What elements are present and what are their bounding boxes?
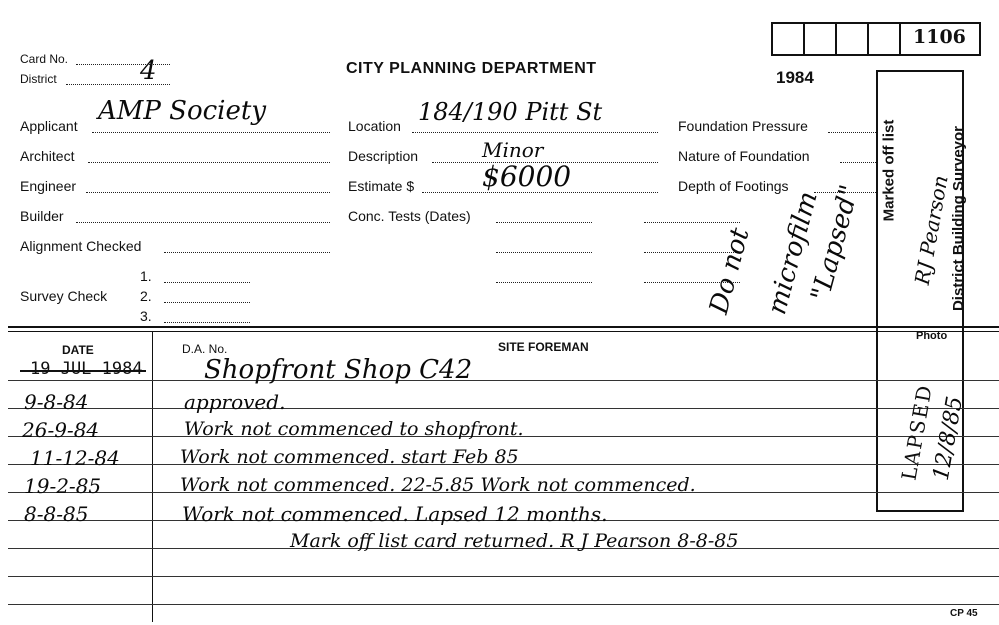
entry-2-date: 9-8-84 [24,390,89,414]
estimate-label: Estimate $ [348,178,415,194]
description-value: Minor [482,138,544,162]
card-number: 1106 [913,26,966,48]
entry-6-text: Work not commenced. Lapsed 12 months. [182,502,608,526]
applicant-label: Applicant [20,118,78,134]
side-note-line2: microfilm [762,188,824,318]
survey-check-label: Survey Check [20,288,108,304]
entry-1-strike [20,370,146,372]
table-top-border2 [8,331,999,332]
side-note-line3: "Lapsed" [805,181,866,305]
table-top-border [8,326,999,328]
applicant-value: AMP Society [98,96,267,126]
stamp-line1: Marked off list [880,119,898,222]
entry-4-text: Work not commenced. start Feb 85 [180,446,519,468]
card-no-label: Card No. [20,52,69,66]
form-code: CP 45 [950,608,978,619]
district-label: District [20,72,57,86]
architect-label: Architect [20,148,75,164]
nature-foundation-label: Nature of Foundation [678,148,810,164]
entry-1-date: 19 JUL 1984 [30,359,143,379]
entry-5-text: Work not commenced. 22-5.85 Work not commenced. [180,474,696,496]
engineer-label: Engineer [20,178,77,194]
location-label: Location [348,118,401,134]
side-note-line1: Do not [703,224,756,318]
district-value: 4 [140,56,157,86]
year: 1984 [776,68,814,87]
entry-4-date: 11-12-84 [30,446,120,470]
entry-7-text: Mark off list card returned. R J Pearson 8-8-85 [290,530,739,552]
col-date-header: DATE [62,343,94,357]
department-title: CITY PLANNING DEPARTMENT [346,60,597,77]
entry-6-date: 8-8-85 [24,502,89,526]
col-foreman-header: SITE FOREMAN [498,340,589,354]
stamp-signature: RJ Pearson [909,173,953,287]
builder-label: Builder [20,208,64,224]
entry-3-text: Work not commenced to shopfront. [184,418,524,440]
depth-footings-label: Depth of Footings [678,178,789,194]
description-label: Description [348,148,419,164]
stamp-line2: District Building Surveyor [950,125,968,312]
entry-2-text: approved. [184,390,286,414]
entry-3-date: 26-9-84 [22,418,100,442]
conc-tests-label: Conc. Tests (Dates) [348,208,471,224]
lapsed-stamp-word: LAPSED [896,381,938,483]
estimate-value: $6000 [482,160,572,193]
lapsed-stamp-date: 12/8/85 [928,394,969,483]
entry-1-text: Shopfront Shop C42 [204,355,473,385]
photo-label: Photo [916,330,948,342]
location-value: 184/190 Pitt St [418,98,603,126]
col-da-header: D.A. No. [182,342,228,356]
entry-5-date: 19-2-85 [24,474,102,498]
date-column-divider [152,332,153,622]
foundation-pressure-label: Foundation Pressure [678,118,808,134]
alignment-label: Alignment Checked [20,238,142,254]
